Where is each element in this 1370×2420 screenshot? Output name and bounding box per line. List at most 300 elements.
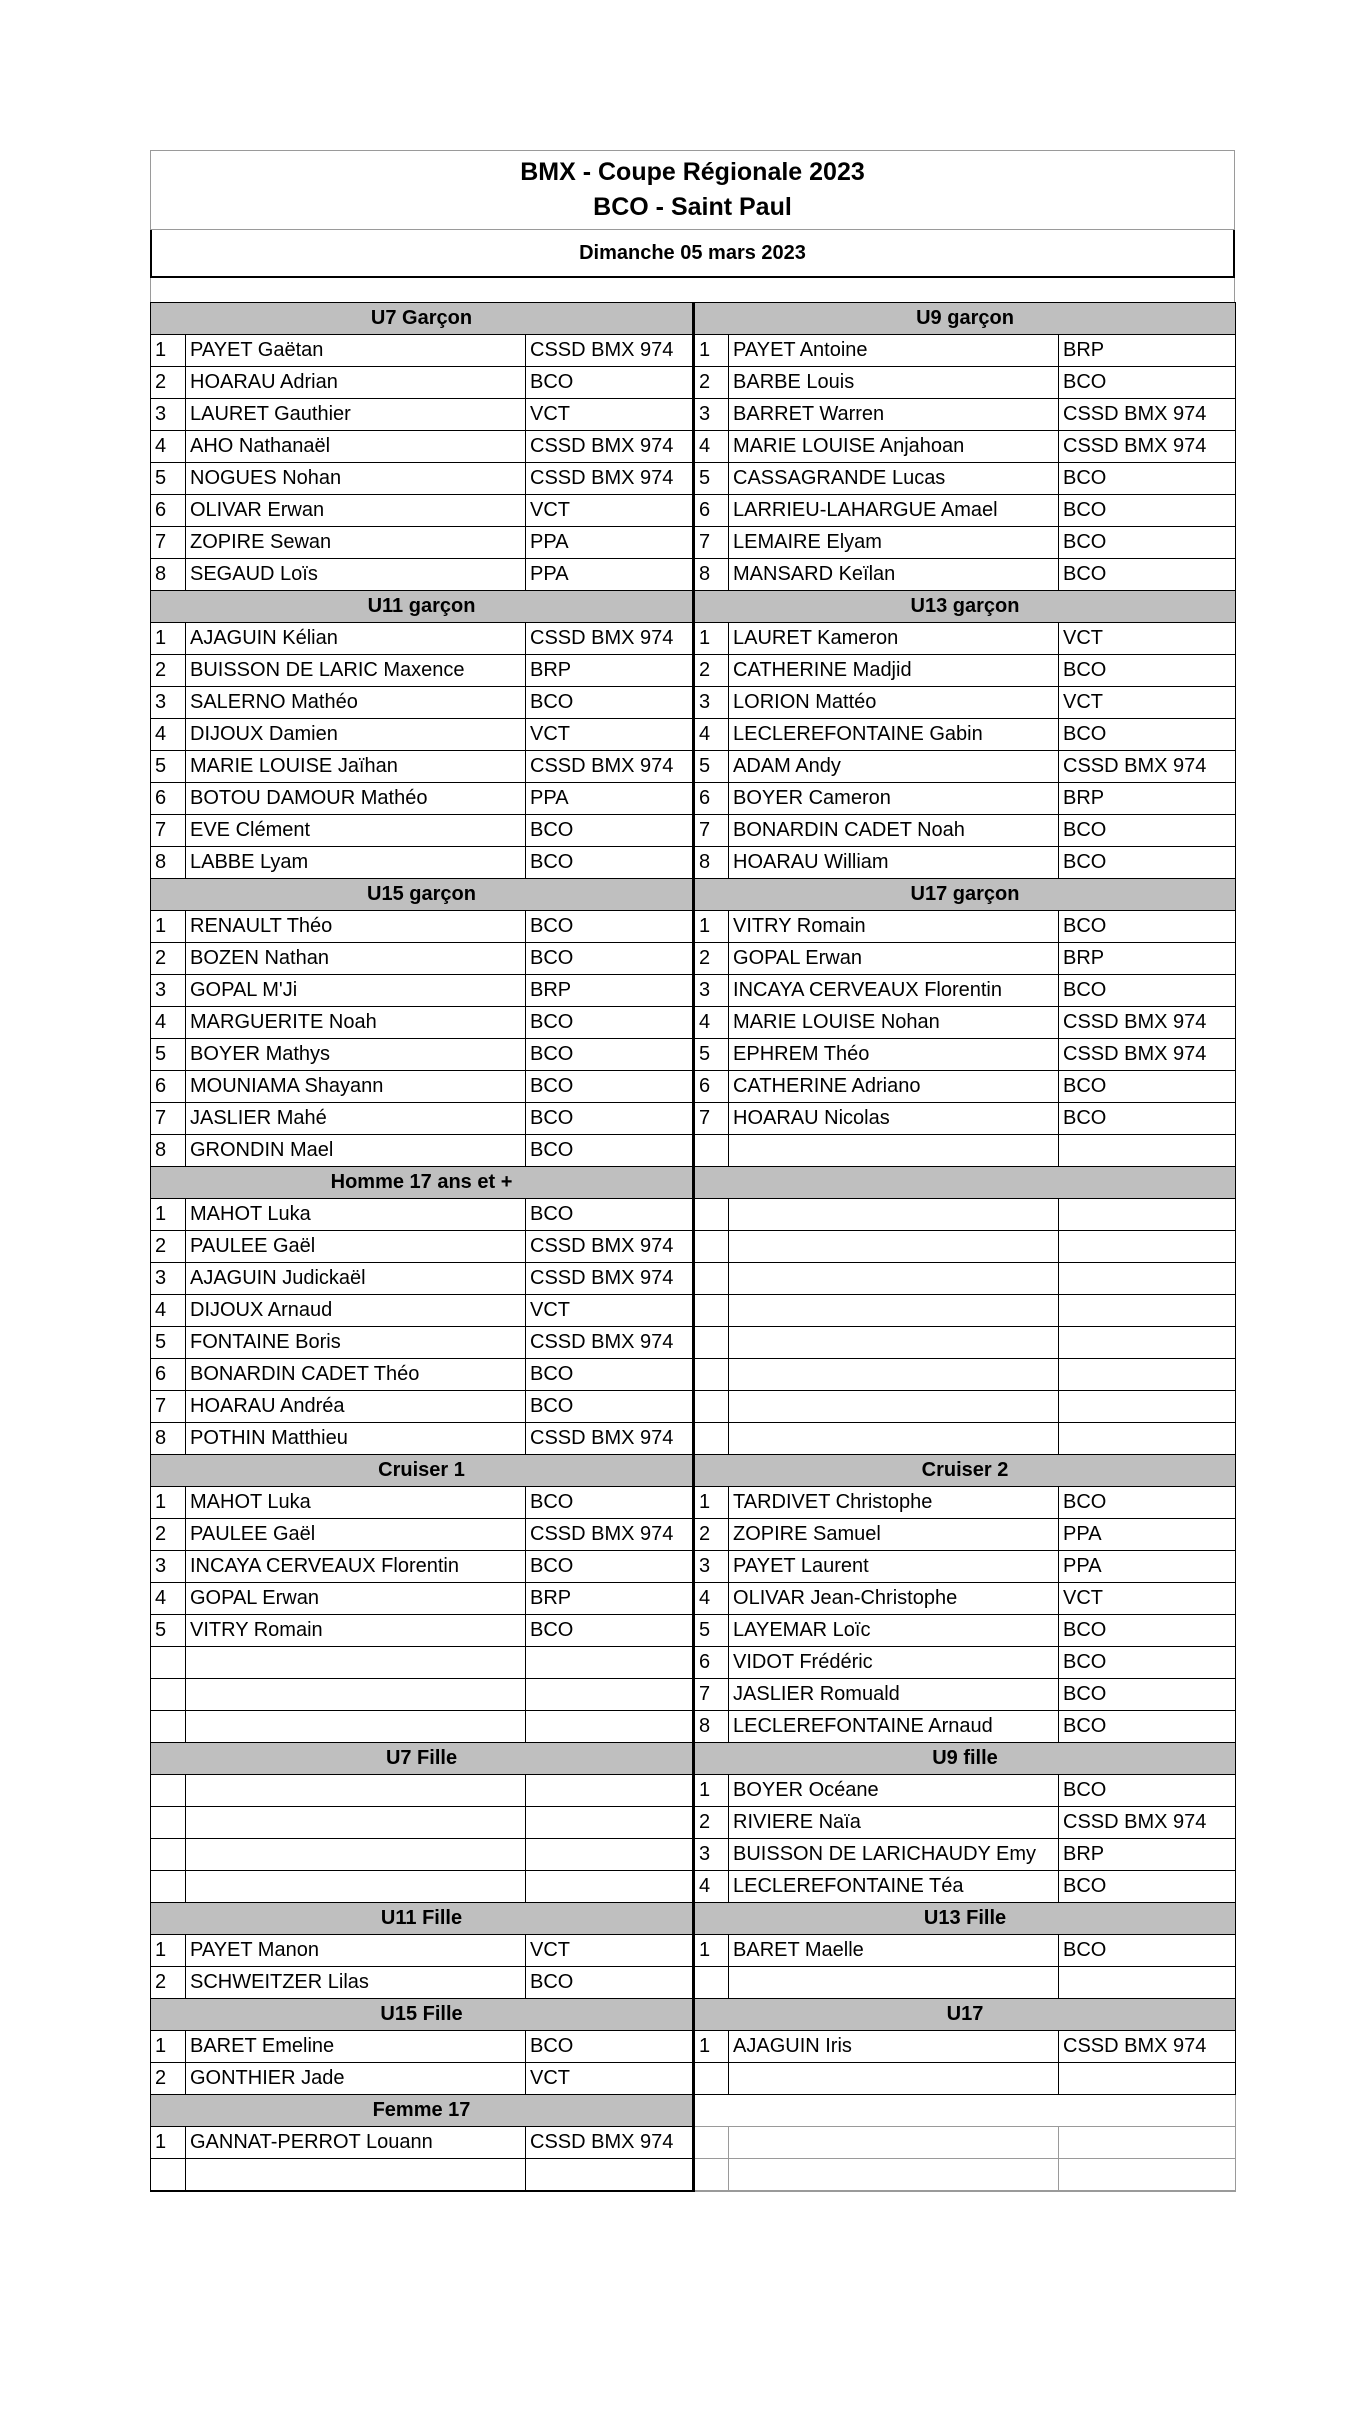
rider-name-cell: LABBE Lyam [186,847,526,879]
club-cell: BRP [1059,943,1236,975]
rank-cell: 1 [694,1775,729,1807]
event-date-text: Dimanche 05 mars 2023 [579,241,806,264]
rider-name-cell: RENAULT Théo [186,911,526,943]
rank-cell: 2 [694,1807,729,1839]
table-row [151,2127,1236,2159]
club-cell: VCT [526,2063,694,2095]
rank-cell: 1 [151,2031,186,2063]
rank-cell: 7 [694,1679,729,1711]
club-cell: BCO [526,1007,694,1039]
rider-name-cell: MARGUERITE Noah [186,1007,526,1039]
rank-cell: 3 [151,1551,186,1583]
table-row [151,1327,1236,1359]
rank-cell: 2 [151,655,186,687]
rider-name-cell: INCAYA CERVEAUX Florentin [729,975,1059,1007]
rider-name-cell: SALERNO Mathéo [186,687,526,719]
club-cell [1059,1231,1236,1263]
rider-name-cell: MARIE LOUISE Nohan [729,1007,1059,1039]
rank-cell: 5 [151,751,186,783]
rank-cell: 7 [694,1103,729,1135]
rank-cell: 5 [694,1615,729,1647]
rider-name-cell: GOPAL Erwan [729,943,1059,975]
rank-cell: 1 [694,911,729,943]
table-row [151,783,1236,815]
table-row [151,911,1236,943]
results-sheet [150,150,1235,2192]
table-row [151,1935,1236,1967]
rank-cell: 6 [151,1359,186,1391]
table-row [151,1359,1236,1391]
rider-name-cell [729,1359,1059,1391]
club-cell: BCO [526,943,694,975]
results-table [150,302,1236,2192]
rank-cell [151,1775,186,1807]
table-row [151,1519,1236,1551]
club-cell: BCO [1059,495,1236,527]
rank-cell [694,1327,729,1359]
rider-name-cell: PAYET Antoine [729,335,1059,367]
club-cell: CSSD BMX 974 [1059,399,1236,431]
rank-cell: 2 [694,367,729,399]
table-row [151,367,1236,399]
rank-cell [151,1711,186,1743]
rank-cell [694,1135,729,1167]
club-cell: BCO [526,1135,694,1167]
rider-name-cell [186,1807,526,1839]
table-row [151,1967,1236,1999]
rider-name-cell: BOYER Cameron [729,783,1059,815]
table-row [151,751,1236,783]
table-row [151,2063,1236,2095]
table-row [151,1071,1236,1103]
rider-name-cell: HOARAU Andréa [186,1391,526,1423]
category-title-left: Cruiser 1 [151,1455,694,1487]
club-cell: BCO [526,1039,694,1071]
rider-name-cell: EVE Clément [186,815,526,847]
rank-cell: 2 [151,367,186,399]
club-cell: CSSD BMX 974 [1059,1807,1236,1839]
category-title-right: Cruiser 2 [694,1455,1236,1487]
rider-name-cell: VITRY Romain [729,911,1059,943]
rank-cell: 3 [151,975,186,1007]
rider-name-cell: NOGUES Nohan [186,463,526,495]
rider-name-cell: MAHOT Luka [186,1199,526,1231]
club-cell: BCO [526,1967,694,1999]
table-row [151,1807,1236,1839]
club-cell: BCO [1059,911,1236,943]
rank-cell: 7 [151,1391,186,1423]
category-title-left: U11 garçon [151,591,694,623]
club-cell: CSSD BMX 974 [526,463,694,495]
club-cell: BCO [526,1615,694,1647]
rider-name-cell: LAURET Gauthier [186,399,526,431]
rank-cell: 4 [694,431,729,463]
rider-name-cell: SCHWEITZER Lilas [186,1967,526,1999]
rank-cell: 1 [151,335,186,367]
rank-cell: 4 [151,719,186,751]
rider-name-cell [729,1327,1059,1359]
rider-name-cell: BONARDIN CADET Théo [186,1359,526,1391]
club-cell [1059,1967,1236,1999]
club-cell: CSSD BMX 974 [526,1263,694,1295]
rank-cell: 5 [694,1039,729,1071]
club-cell: BCO [1059,367,1236,399]
rank-cell: 5 [151,1615,186,1647]
rank-cell [151,1647,186,1679]
category-title-right: U17 garçon [694,879,1236,911]
table-row [151,431,1236,463]
rank-cell: 4 [151,1295,186,1327]
rank-cell [151,2159,186,2191]
table-row [151,1039,1236,1071]
category-header-row [151,2095,1236,2127]
table-row [151,847,1236,879]
category-header-row [151,1167,1236,1199]
club-cell: CSSD BMX 974 [1059,1007,1236,1039]
table-row [151,687,1236,719]
rank-cell [151,1807,186,1839]
rider-name-cell: HOARAU William [729,847,1059,879]
rank-cell: 3 [694,399,729,431]
table-row [151,1871,1236,1903]
club-cell: BCO [526,2031,694,2063]
club-cell [526,1839,694,1871]
table-row [151,719,1236,751]
table-row [151,527,1236,559]
rank-cell: 1 [151,1487,186,1519]
rank-cell: 2 [151,943,186,975]
rider-name-cell: EPHREM Théo [729,1039,1059,1071]
rank-cell [694,1295,729,1327]
rider-name-cell: TARDIVET Christophe [729,1487,1059,1519]
rank-cell: 1 [694,623,729,655]
rank-cell: 3 [694,1839,729,1871]
rider-name-cell [729,1967,1059,1999]
rider-name-cell [729,1263,1059,1295]
rank-cell: 5 [151,1039,186,1071]
club-cell: VCT [526,1935,694,1967]
club-cell [526,1679,694,1711]
table-row [151,1423,1236,1455]
table-row [151,1679,1236,1711]
club-cell: BCO [1059,655,1236,687]
category-title-left: U15 garçon [151,879,694,911]
table-row [151,1711,1236,1743]
rider-name-cell: LECLEREFONTAINE Arnaud [729,1711,1059,1743]
rank-cell [151,1679,186,1711]
club-cell [1059,1327,1236,1359]
club-cell [1059,1135,1236,1167]
rank-cell: 7 [694,527,729,559]
rider-name-cell: AJAGUIN Judickaël [186,1263,526,1295]
rider-name-cell: BOZEN Nathan [186,943,526,975]
rider-name-cell: PAULEE Gaël [186,1519,526,1551]
rider-name-cell: PAYET Laurent [729,1551,1059,1583]
rank-cell [694,1263,729,1295]
rider-name-cell [186,1775,526,1807]
club-cell [1059,1263,1236,1295]
rider-name-cell: GRONDIN Mael [186,1135,526,1167]
rider-name-cell: MANSARD Keïlan [729,559,1059,591]
rider-name-cell: MAHOT Luka [186,1487,526,1519]
rank-cell: 5 [694,463,729,495]
category-header-row [151,1903,1236,1935]
club-cell: BCO [526,815,694,847]
rider-name-cell: BUISSON DE LARIC Maxence [186,655,526,687]
club-cell: PPA [526,783,694,815]
table-row [151,1391,1236,1423]
rank-cell: 1 [151,1199,186,1231]
table-row [151,2031,1236,2063]
rider-name-cell: MOUNIAMA Shayann [186,1071,526,1103]
table-row [151,2159,1236,2191]
rank-cell: 7 [151,1103,186,1135]
club-cell: BCO [1059,527,1236,559]
club-cell: CSSD BMX 974 [526,2127,694,2159]
rider-name-cell: PAYET Manon [186,1935,526,1967]
category-header-row [151,1455,1236,1487]
table-row [151,1263,1236,1295]
rank-cell: 6 [151,1071,186,1103]
category-header-row [151,1999,1236,2031]
rider-name-cell: LECLEREFONTAINE Téa [729,1871,1059,1903]
rider-name-cell [186,1839,526,1871]
rider-name-cell: AHO Nathanaël [186,431,526,463]
rider-name-cell: LAURET Kameron [729,623,1059,655]
category-title-left: Homme 17 ans et + [151,1167,694,1199]
rider-name-cell: VIDOT Frédéric [729,1647,1059,1679]
club-cell: VCT [1059,687,1236,719]
table-row [151,1775,1236,1807]
rider-name-cell: LECLEREFONTAINE Gabin [729,719,1059,751]
table-row [151,815,1236,847]
rider-name-cell: FONTAINE Boris [186,1327,526,1359]
rank-cell: 4 [694,1871,729,1903]
rank-cell: 3 [151,687,186,719]
rider-name-cell: MARIE LOUISE Anjahoan [729,431,1059,463]
rank-cell [694,1391,729,1423]
rank-cell: 2 [694,943,729,975]
header-spacer [150,278,1235,302]
rider-name-cell: PAYET Gaëtan [186,335,526,367]
club-cell: CSSD BMX 974 [526,1423,694,1455]
category-title-right [694,1167,1236,1199]
club-cell: VCT [526,495,694,527]
rider-name-cell: ADAM Andy [729,751,1059,783]
club-cell: CSSD BMX 974 [526,1519,694,1551]
club-cell: CSSD BMX 974 [526,1327,694,1359]
rank-cell [694,2159,729,2191]
rank-cell: 2 [151,2063,186,2095]
rank-cell: 2 [151,1519,186,1551]
club-cell: CSSD BMX 974 [526,751,694,783]
rank-cell: 5 [694,751,729,783]
table-row [151,1135,1236,1167]
category-title-right: U9 fille [694,1743,1236,1775]
rider-name-cell: LAYEMAR Loïc [729,1615,1059,1647]
rider-name-cell: AJAGUIN Kélian [186,623,526,655]
club-cell: BCO [1059,815,1236,847]
club-cell [526,1711,694,1743]
rank-cell: 6 [151,783,186,815]
rank-cell: 1 [694,1935,729,1967]
rider-name-cell [729,2159,1059,2191]
rank-cell: 4 [694,1007,729,1039]
rider-name-cell: OLIVAR Jean-Christophe [729,1583,1059,1615]
rider-name-cell: SEGAUD Loïs [186,559,526,591]
club-cell: BRP [1059,783,1236,815]
rank-cell [694,1199,729,1231]
rider-name-cell: POTHIN Matthieu [186,1423,526,1455]
club-cell [526,2159,694,2191]
rank-cell: 8 [694,847,729,879]
rider-name-cell [729,1231,1059,1263]
club-cell: BCO [526,1487,694,1519]
club-cell: CSSD BMX 974 [1059,751,1236,783]
club-cell: VCT [526,719,694,751]
rider-name-cell: BARBE Louis [729,367,1059,399]
table-row [151,975,1236,1007]
rider-name-cell: CASSAGRANDE Lucas [729,463,1059,495]
category-title-left: Femme 17 [151,2095,694,2127]
rider-name-cell: AJAGUIN Iris [729,2031,1059,2063]
rank-cell: 1 [151,1935,186,1967]
rider-name-cell [186,2159,526,2191]
document-subtitle: BCO - Saint Paul [593,193,792,221]
category-header-row [151,591,1236,623]
category-title-right [694,2095,1236,2127]
rider-name-cell: GANNAT-PERROT Louann [186,2127,526,2159]
rider-name-cell: LARRIEU-LAHARGUE Amael [729,495,1059,527]
rider-name-cell [186,1679,526,1711]
club-cell: BCO [1059,719,1236,751]
table-row [151,1615,1236,1647]
category-header-row [151,879,1236,911]
rider-name-cell: DIJOUX Arnaud [186,1295,526,1327]
rider-name-cell [729,2063,1059,2095]
rank-cell: 6 [694,1071,729,1103]
rider-name-cell: GONTHIER Jade [186,2063,526,2095]
rider-name-cell [729,2127,1059,2159]
category-header-row [151,1743,1236,1775]
club-cell [1059,2063,1236,2095]
rider-name-cell [729,1135,1059,1167]
club-cell [526,1807,694,1839]
club-cell: BCO [526,1391,694,1423]
rider-name-cell: ZOPIRE Sewan [186,527,526,559]
rider-name-cell: HOARAU Adrian [186,367,526,399]
table-row [151,1551,1236,1583]
club-cell: VCT [1059,623,1236,655]
rank-cell: 8 [694,559,729,591]
table-row [151,1103,1236,1135]
club-cell [1059,1423,1236,1455]
table-row [151,399,1236,431]
category-title-left: U11 Fille [151,1903,694,1935]
rank-cell: 6 [151,495,186,527]
rider-name-cell: BUISSON DE LARICHAUDY Emy [729,1839,1059,1871]
club-cell: PPA [526,559,694,591]
rank-cell: 2 [694,1519,729,1551]
rider-name-cell [729,1199,1059,1231]
rider-name-cell: LORION Mattéo [729,687,1059,719]
rider-name-cell [186,1647,526,1679]
club-cell: BCO [526,911,694,943]
table-row [151,335,1236,367]
rider-name-cell: CATHERINE Adriano [729,1071,1059,1103]
table-row [151,559,1236,591]
rider-name-cell: BOYER Mathys [186,1039,526,1071]
category-title-right: U13 Fille [694,1903,1236,1935]
rank-cell: 3 [694,687,729,719]
rank-cell: 1 [151,623,186,655]
club-cell [526,1647,694,1679]
category-title-right: U17 [694,1999,1236,2031]
rank-cell: 7 [151,527,186,559]
club-cell: BCO [1059,1775,1236,1807]
club-cell: PPA [1059,1551,1236,1583]
table-row [151,1199,1236,1231]
rank-cell: 4 [694,1583,729,1615]
club-cell [1059,1295,1236,1327]
club-cell: BRP [526,655,694,687]
table-row [151,495,1236,527]
rank-cell [694,1359,729,1391]
club-cell: VCT [526,1295,694,1327]
club-cell: BCO [526,1103,694,1135]
club-cell: BCO [526,1071,694,1103]
club-cell: BCO [1059,1615,1236,1647]
category-title-right: U13 garçon [694,591,1236,623]
table-row [151,1839,1236,1871]
rider-name-cell: BOYER Océane [729,1775,1059,1807]
rider-name-cell [729,1295,1059,1327]
category-header-row [151,303,1236,335]
club-cell: BCO [1059,1647,1236,1679]
club-cell: VCT [1059,1583,1236,1615]
rank-cell: 2 [151,1231,186,1263]
rider-name-cell: MARIE LOUISE Jaïhan [186,751,526,783]
rider-name-cell: PAULEE Gaël [186,1231,526,1263]
rider-name-cell [186,1871,526,1903]
table-row [151,1231,1236,1263]
table-row [151,463,1236,495]
rank-cell: 8 [151,559,186,591]
rank-cell [694,2127,729,2159]
club-cell: BCO [1059,1103,1236,1135]
rank-cell: 8 [151,1135,186,1167]
category-title-left: U15 Fille [151,1999,694,2031]
club-cell: BCO [526,687,694,719]
document-header [150,150,1235,230]
rank-cell: 4 [151,1583,186,1615]
rank-cell [694,1967,729,1999]
club-cell: BCO [526,1359,694,1391]
rider-name-cell [729,1391,1059,1423]
category-title-right: U9 garçon [694,303,1236,335]
club-cell: BCO [1059,1871,1236,1903]
rank-cell: 6 [694,495,729,527]
rank-cell: 8 [694,1711,729,1743]
table-row [151,1295,1236,1327]
table-row [151,1007,1236,1039]
club-cell: VCT [526,399,694,431]
rider-name-cell: INCAYA CERVEAUX Florentin [186,1551,526,1583]
club-cell: CSSD BMX 974 [526,335,694,367]
table-row [151,1583,1236,1615]
rider-name-cell: JASLIER Romuald [729,1679,1059,1711]
club-cell [1059,2159,1236,2191]
